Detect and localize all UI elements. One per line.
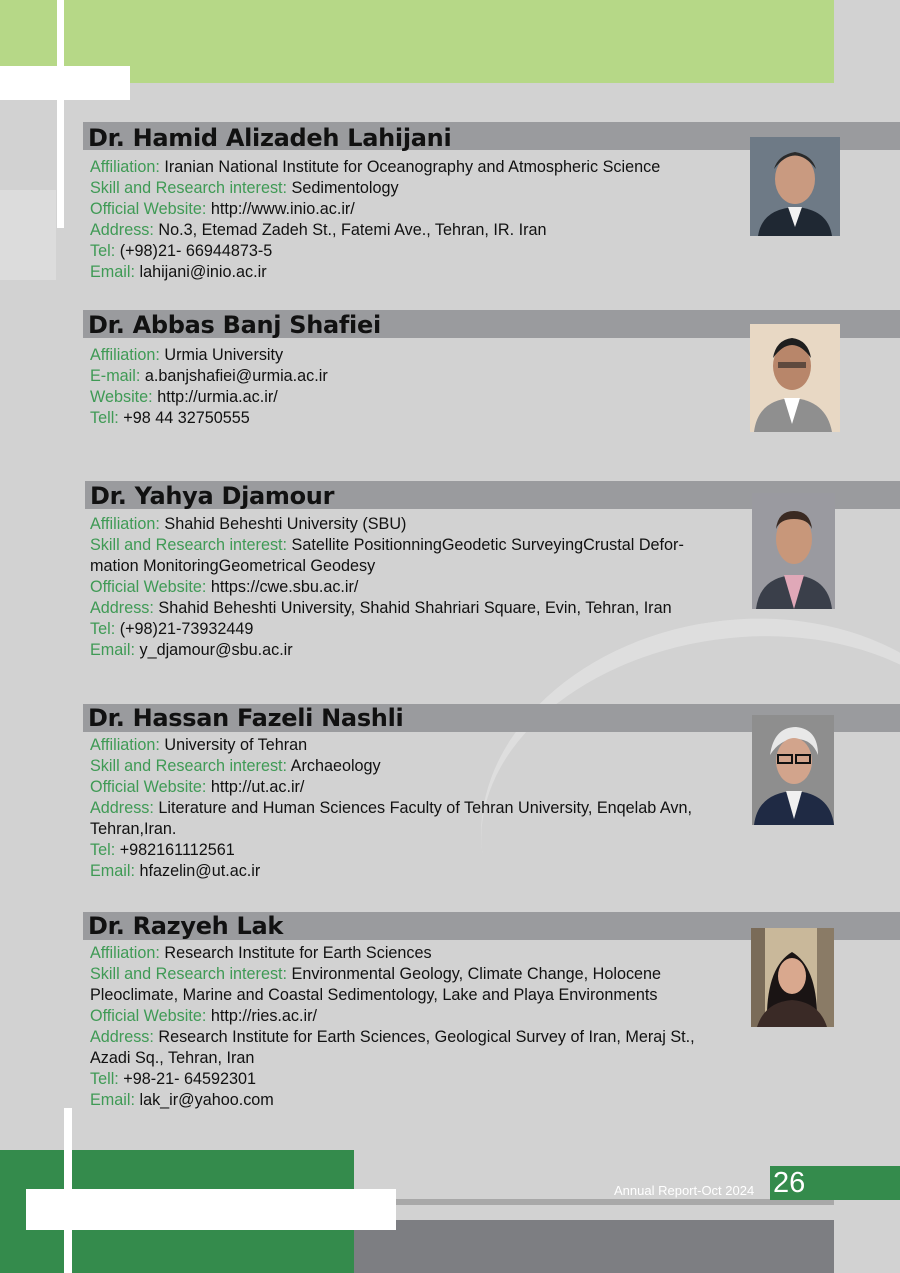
field-value: Iranian National Institute for Oceanography and Atmospheric Science	[164, 158, 661, 176]
email-link[interactable]: hfazelin@ut.ac.ir	[139, 862, 261, 880]
field-value: +98 44 32750555	[123, 409, 250, 427]
field-label: Skill and Research interest:	[90, 179, 288, 197]
profile-details	[90, 157, 730, 283]
field-value: (+98)21-73932449	[119, 620, 254, 638]
email-row	[90, 262, 730, 283]
email-row	[90, 640, 730, 661]
profile-name: Dr. Hamid Alizadeh Lahijani	[88, 124, 452, 152]
field-value: Archaeology	[290, 757, 381, 775]
field-label: Email:	[90, 263, 135, 281]
field-label: Official Website:	[90, 778, 207, 796]
profile-name: Dr. Abbas Banj Shafiei	[88, 311, 381, 339]
website-link[interactable]: http://ries.ac.ir/	[210, 1007, 318, 1025]
tel-row	[90, 619, 730, 640]
field-label: Tel:	[90, 841, 116, 859]
page-number: 26	[773, 1167, 806, 1199]
email-row	[90, 1090, 730, 1111]
field-label: Affiliation:	[90, 158, 160, 176]
field-label: Skill and Research interest:	[90, 536, 288, 554]
top-white-block	[0, 66, 130, 100]
field-value: Research Institute for Earth Sciences	[164, 944, 432, 962]
address-row	[90, 798, 730, 840]
profile-details	[90, 514, 730, 661]
profile-details	[90, 345, 730, 429]
portrait-photo	[750, 137, 840, 236]
address-row	[90, 220, 730, 241]
portrait-photo	[752, 715, 834, 825]
field-value: Urmia University	[164, 346, 284, 364]
field-label: Address:	[90, 1028, 154, 1046]
tel-row	[90, 241, 730, 262]
field-label: Skill and Research interest:	[90, 965, 288, 983]
website-link[interactable]: http://urmia.ac.ir/	[157, 388, 278, 406]
footer-white-vertical-line	[64, 1108, 72, 1273]
address-row	[90, 1027, 730, 1069]
website-row	[90, 199, 730, 220]
affiliation-row	[90, 735, 730, 756]
field-label: Email:	[90, 1091, 135, 1109]
email-link[interactable]: y_djamour@sbu.ac.ir	[139, 641, 293, 659]
field-label: Affiliation:	[90, 944, 160, 962]
field-label: Address:	[90, 799, 154, 817]
email-link[interactable]: lak_ir@yahoo.com	[139, 1091, 274, 1109]
website-link[interactable]: http://www.inio.ac.ir/	[210, 200, 355, 218]
affiliation-row	[90, 514, 730, 535]
footer-gray-block	[354, 1220, 834, 1273]
report-label: Annual Report-Oct 2024	[614, 1183, 755, 1198]
website-row	[90, 777, 730, 798]
field-value: Sedimentology	[291, 179, 399, 197]
field-value: Satellite PositionningGeodetic SurveyingCrustal Defor-mation MonitoringGeometrical Geodesy	[90, 536, 684, 575]
profile-name: Dr. Razyeh Lak	[88, 912, 284, 940]
email-row	[90, 861, 730, 882]
research-interest-row	[90, 535, 730, 577]
profile-details	[90, 735, 730, 882]
top-white-vertical-line	[57, 0, 64, 228]
field-value: Literature and Human Sciences Faculty of Tehran University, Enqelab Avn, Tehran,Iran.	[90, 799, 692, 838]
email-link[interactable]: a.banjshafiei@urmia.ac.ir	[144, 367, 328, 385]
field-label: Affiliation:	[90, 515, 160, 533]
email-row	[90, 366, 730, 387]
email-link[interactable]: lahijani@inio.ac.ir	[139, 263, 267, 281]
tel-row	[90, 408, 730, 429]
field-value: University of Tehran	[164, 736, 308, 754]
field-label: Tell:	[90, 409, 119, 427]
left-shade-block	[0, 190, 56, 280]
field-value: Research Institute for Earth Sciences, Geological Survey of Iran, Meraj St., Azadi Sq., Tehran, Iran	[90, 1028, 695, 1067]
field-value: +982161112561	[119, 841, 235, 859]
field-label: Address:	[90, 599, 154, 617]
field-label: Website:	[90, 388, 153, 406]
field-label: E-mail:	[90, 367, 141, 385]
field-label: Affiliation:	[90, 736, 160, 754]
field-label: Tell:	[90, 1070, 119, 1088]
affiliation-row	[90, 157, 730, 178]
field-value: No.3, Etemad Zadeh St., Fatemi Ave., Tehran, IR. Iran	[158, 221, 547, 239]
field-label: Official Website:	[90, 1007, 207, 1025]
field-label: Address:	[90, 221, 154, 239]
portrait-photo	[750, 324, 840, 432]
field-value: Shahid Beheshti University, Shahid Shahriari Square, Evin, Tehran, Iran	[158, 599, 672, 617]
tel-row	[90, 1069, 730, 1090]
address-row	[90, 598, 730, 619]
website-row	[90, 577, 730, 598]
footer-white-block	[26, 1189, 396, 1230]
field-label: Official Website:	[90, 200, 207, 218]
website-row	[90, 387, 730, 408]
portrait-photo	[751, 928, 834, 1027]
tel-row	[90, 840, 730, 861]
field-value: +98-21- 64592301	[123, 1070, 257, 1088]
field-label: Official Website:	[90, 578, 207, 596]
research-interest-row	[90, 964, 730, 1006]
profile-details	[90, 943, 730, 1111]
field-label: Skill and Research interest:	[90, 757, 288, 775]
field-label: Email:	[90, 862, 135, 880]
research-interest-row	[90, 178, 730, 199]
affiliation-row	[90, 345, 730, 366]
field-label: Tel:	[90, 242, 116, 260]
website-row	[90, 1006, 730, 1027]
profile-name: Dr. Yahya Djamour	[90, 482, 335, 510]
field-value: Shahid Beheshti University (SBU)	[164, 515, 407, 533]
field-label: Email:	[90, 641, 135, 659]
profile-name: Dr. Hassan Fazeli Nashli	[88, 704, 404, 732]
field-value: (+98)21- 66944873-5	[119, 242, 273, 260]
field-label: Tel:	[90, 620, 116, 638]
research-interest-row	[90, 756, 730, 777]
affiliation-row	[90, 943, 730, 964]
website-link[interactable]: http://ut.ac.ir/	[210, 778, 305, 796]
portrait-photo	[752, 493, 835, 609]
field-label: Affiliation:	[90, 346, 160, 364]
field-value: Environmental Geology, Climate Change, Holocene Pleoclimate, Marine and Coastal Sedimentology, Lake and Playa Environments	[90, 965, 662, 1004]
website-link[interactable]: https://cwe.sbu.ac.ir/	[210, 578, 359, 596]
